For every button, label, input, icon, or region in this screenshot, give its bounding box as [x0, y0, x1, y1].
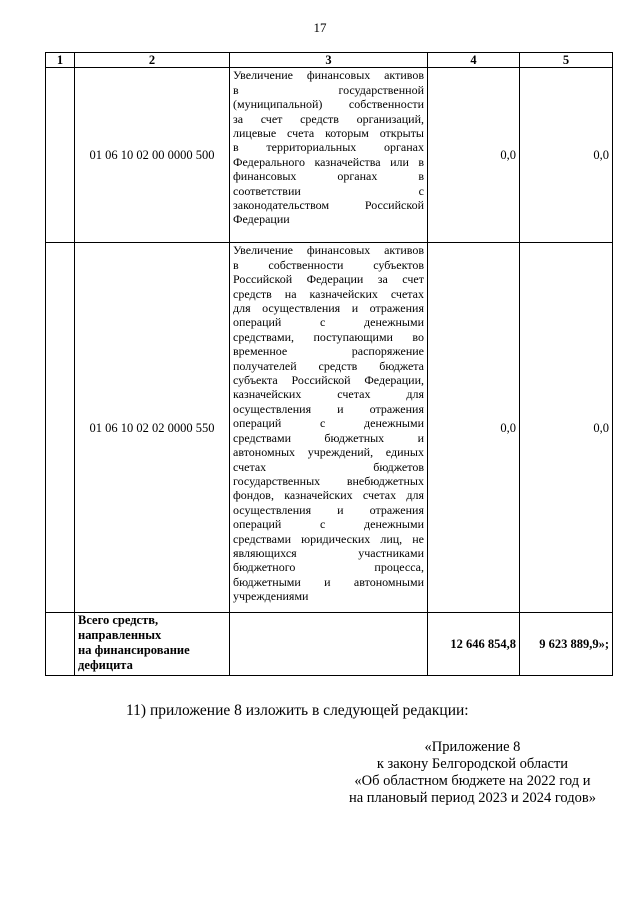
- text-line: казначейских счетах для: [233, 387, 424, 402]
- text-line: осуществления и отражения: [233, 502, 424, 517]
- text-line: «Приложение 8: [424, 739, 521, 755]
- text-line: в государственной: [233, 82, 424, 97]
- text-line: получателей средств бюджета: [233, 358, 424, 373]
- text-line: субъекта Российской Федерации,: [233, 373, 424, 388]
- text-line: временное распоряжение: [233, 344, 424, 359]
- text-line: на плановый период 2023 и 2024 годов»: [348, 790, 596, 806]
- text-line: лицевые счета которым открыты: [233, 126, 424, 141]
- header-cell: 5: [520, 53, 613, 68]
- text-line: фондов, казначейских счетах для: [233, 488, 424, 503]
- text-line: для осуществления и отражения: [233, 301, 424, 316]
- text-line: в собственности субъектов: [233, 257, 424, 272]
- budget-code: 01 06 10 02 00 0000 500: [75, 68, 230, 243]
- text-line: направленных: [78, 628, 162, 643]
- amendment-instruction: 11) приложение 8 изложить в следующей редакции:: [126, 702, 469, 719]
- page-number: 17: [313, 20, 327, 35]
- value-2023: 0,0: [520, 243, 613, 613]
- text-line: счетах бюджетов: [233, 459, 424, 474]
- text-line: Увеличение финансовых активов: [233, 68, 424, 83]
- text-line: финансовых органах в: [233, 169, 424, 184]
- text-line: средствами, поступающими во: [233, 329, 424, 344]
- financing-table: [45, 52, 613, 676]
- text-line: бюджетного процесса,: [233, 560, 424, 575]
- row-description: [230, 243, 428, 613]
- row-index-cell: [46, 613, 75, 676]
- text-line: бюджетными и автономными: [233, 574, 424, 589]
- table-row: [46, 68, 613, 243]
- value-2022: 0,0: [428, 68, 520, 243]
- text-line: операций с денежными: [233, 416, 424, 431]
- text-line: на финансирование: [78, 643, 190, 658]
- budget-code: 01 06 10 02 02 0000 550: [75, 243, 230, 613]
- row-description: [230, 68, 428, 243]
- value-2023: 0,0: [520, 68, 613, 243]
- table-header-row: [46, 53, 613, 68]
- text-line: операций с денежными: [233, 517, 424, 532]
- appendix-header: [349, 739, 596, 807]
- total-value-2022: 12 646 854,8: [428, 613, 520, 676]
- row-index-cell: [46, 243, 75, 613]
- total-label: [75, 613, 230, 676]
- text-line: соответствии с: [233, 183, 424, 198]
- text-line: законодательством Российской: [233, 198, 424, 213]
- text-line: Увеличение финансовых активов: [233, 243, 424, 258]
- row-index-cell: [46, 68, 75, 243]
- text-line: средствами бюджетных и: [233, 430, 424, 445]
- table-row: [46, 243, 613, 613]
- text-line: государственных внебюджетных: [233, 473, 424, 488]
- text-line: операций с денежными: [233, 315, 424, 330]
- text-line: в территориальных органах: [233, 140, 424, 155]
- text-line: средств на казначейских счетах: [233, 286, 424, 301]
- text-line: осуществления и отражения: [233, 401, 424, 416]
- header-cell: 4: [428, 53, 520, 68]
- text-line: дефицита: [78, 658, 133, 673]
- text-line: учреждениями: [233, 589, 309, 604]
- text-line: (муниципальной) собственности: [233, 97, 424, 112]
- text-line: к закону Белгородской области: [376, 756, 569, 772]
- text-line: Всего средств,: [78, 613, 159, 628]
- header-cell: 3: [230, 53, 428, 68]
- text-line: Российской Федерации за счет: [233, 272, 424, 287]
- text-line: за счет средств организаций,: [233, 111, 424, 126]
- text-line: являющихся участниками: [233, 545, 424, 560]
- text-line: Федерации: [233, 212, 290, 227]
- value-2022: 0,0: [428, 243, 520, 613]
- text-line: средствами юридических лиц, не: [233, 531, 424, 546]
- total-row: [46, 613, 613, 676]
- text-line: автономных учреждений, единых: [233, 445, 424, 460]
- header-cell: 1: [46, 53, 75, 68]
- total-empty-cell: [230, 613, 428, 676]
- header-cell: 2: [75, 53, 230, 68]
- text-line: «Об областном бюджете на 2022 год и: [354, 773, 591, 789]
- total-value-2023: 9 623 889,9»;: [520, 613, 613, 676]
- text-line: Федерального казначейства или в: [233, 154, 424, 169]
